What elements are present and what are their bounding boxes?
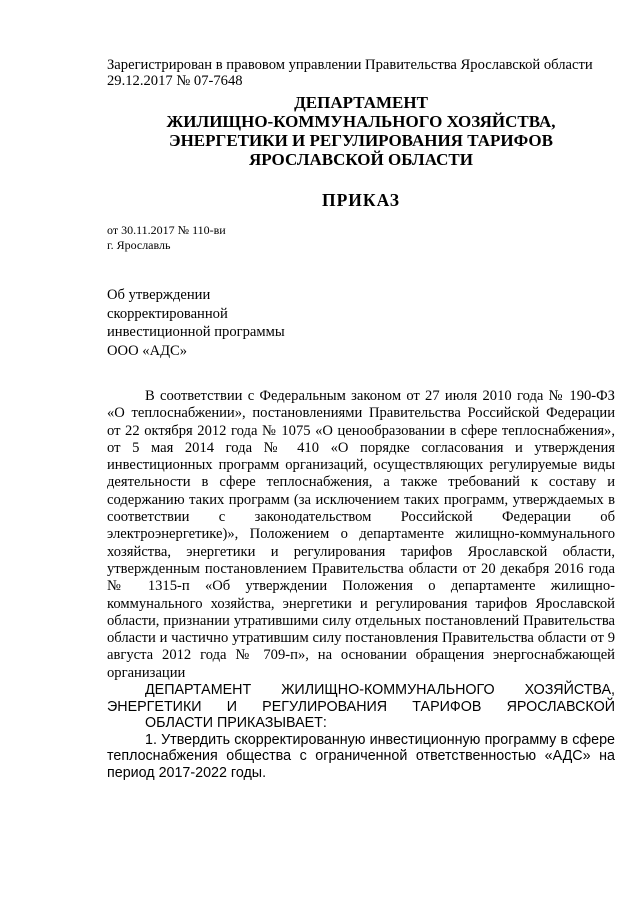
registration-stamp [107,57,617,89]
order-meta [107,223,226,252]
department-title-line: ЖИЛИЩНО-КОММУНАЛЬНОГО ХОЗЯЙСТВА, [166,112,556,131]
document-body [107,388,615,782]
order-date-number: от 30.11.2017 № 110-ви [107,223,226,237]
subject-line: инвестиционной программы [107,324,285,340]
order-city: г. Ярославль [107,237,171,252]
subject-line: Об утверждении [107,287,211,303]
preamble-paragraph: В соответствии с Федеральным законом от 27 июля 2010 года № 190-ФЗ «О теплоснабжении», постановлениями Правительства Российской Федерации от 22 октября 2012 года № 1075 «О ценообразовании в сфере теплоснабжения», от 5 мая 2014 года № 410 «О порядке согласования и утверждения инвестиционных программ организаций, осуществляющих регулируемые виды деятельности в сфере теплоснабжения, а также требований к составу и содержанию таких программ (за исключением таких программ, утверждаемых в соответствии с законодательством Российской Федерации об электроэнергетике)», Положением о департаменте жилищно-коммунального хозяйства, энергетики и регулирования тарифов Ярославской области, утвержденным постановлением Правительства области от 20 декабря 2016 года № 1315-п «Об утверждении Положения о департаменте жилищно-коммунального хозяйства, энергетики и регулирования тарифов Ярославской области, признании утратившими силу отдельных постановлений Правительства области и частично утратившим силу постановления Правительства области от 9 августа 2012 года № 709-п», на основании обращения энергоснабжающей организации [107,388,615,681]
decree-line: ОБЛАСТИ ПРИКАЗЫВАЕТ: [145,715,327,732]
registration-line: Зарегистрирован в правовом управлении Правительства Ярославской области [107,57,593,73]
department-header [107,93,615,169]
department-title-line: ДЕПАРТАМЕНТ [294,93,428,112]
order-subject [107,286,285,360]
registration-number: 29.12.2017 № 07-7648 [107,73,243,89]
order-item: 1. Утвердить скорректированную инвестиционную программу в сфере теплоснабжения общества с ограниченной ответственностью «АДС» на период 2017-2022 годы. [107,731,615,782]
document-title: ПРИКАЗ [321,190,401,210]
department-title-line: ЯРОСЛАВСКОЙ ОБЛАСТИ [249,150,473,169]
department-title-line: ЭНЕРГЕТИКИ И РЕГУЛИРОВАНИЯ ТАРИФОВ [169,131,553,150]
decree-line: ДЕПАРТАМЕНТ ЖИЛИЩНО-КОММУНАЛЬНОГО ХОЗЯЙСТВА, ЭНЕРГЕТИКИ И РЕГУЛИРОВАНИЯ ТАРИФОВ ЯРОСЛАВСКОЙ [107,682,615,715]
subject-line: скорректированной [107,305,228,322]
subject-line: ООО «АДС» [107,342,188,359]
